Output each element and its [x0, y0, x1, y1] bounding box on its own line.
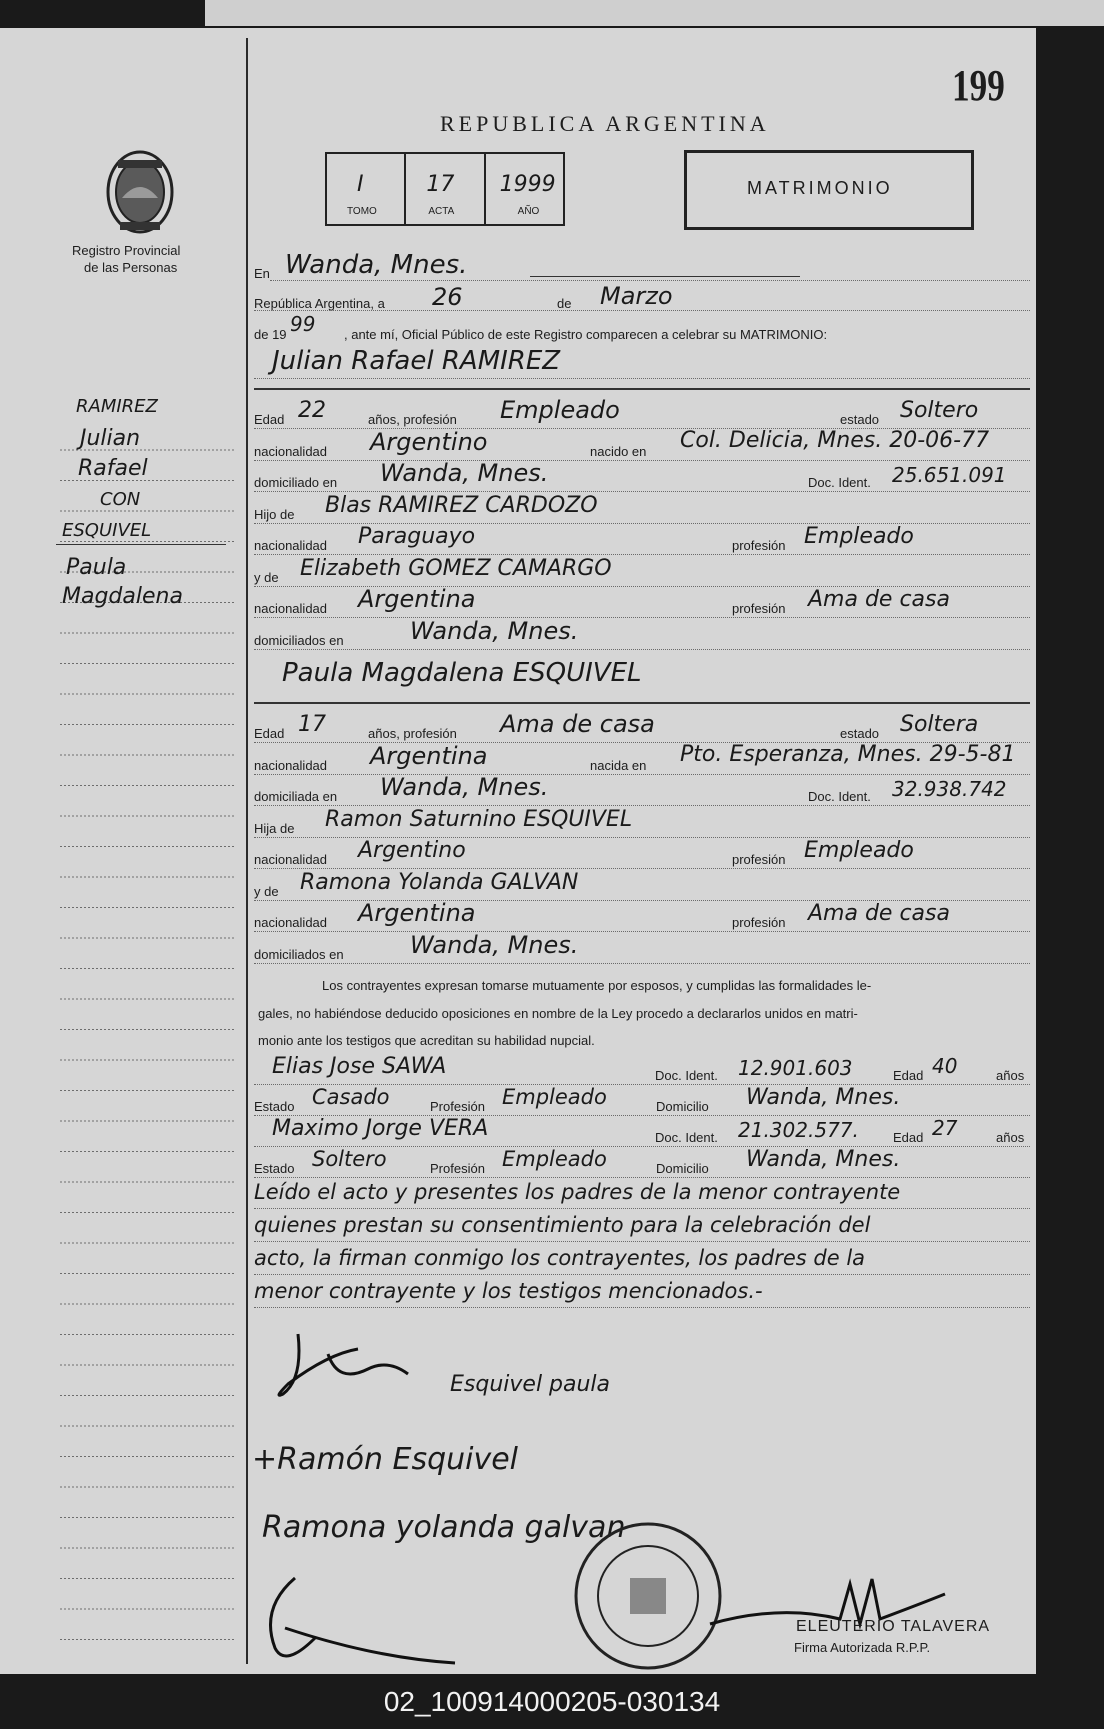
bride-madre-label: y de	[254, 883, 279, 899]
witness-prof: Empleado	[502, 1147, 607, 1171]
ano-label: AÑO	[517, 206, 540, 217]
bride-padres-dom-label: domiciliados en	[254, 946, 344, 962]
bride-madre-prof: Ama de casa	[808, 901, 950, 926]
doc-type-label: MATRIMONIO	[747, 178, 893, 198]
de-label: de	[557, 296, 572, 311]
groom-padre-nac-label: nacionalidad	[254, 538, 328, 553]
book-reference-box	[325, 152, 565, 226]
declaration-line-3: monio ante los testigos que acreditan su habilidad nupcial.	[258, 1033, 595, 1048]
bride-domicilio: Wanda, Mnes.	[380, 773, 549, 801]
margin-note-5: ESQUIVEL	[62, 520, 152, 541]
witness-edad-label: Edad	[893, 1068, 924, 1083]
bride-padre: Ramon Saturnino ESQUIVEL	[325, 806, 633, 832]
bride-nacionalidad-label: nacionalidad	[254, 757, 328, 773]
acta-value: 17	[426, 172, 455, 197]
mother-signature: Ramona yolanda galvan	[262, 1510, 626, 1545]
bride-padre-nac: Argentino	[358, 838, 466, 863]
bride-nacido: Pto. Esperanza, Mnes. 29-5-81	[680, 741, 1016, 767]
groom-madre: Elizabeth GOMEZ CAMARGO	[300, 555, 612, 581]
registry-line1: Registro Provincial	[72, 243, 181, 258]
groom-name: Julian Rafael RAMIREZ	[272, 346, 561, 376]
closing-line-1: Leído el acto y presentes los padres de la menor contrayente	[254, 1180, 901, 1204]
groom-madre-nac: Argentina	[358, 585, 476, 613]
groom-nacido: Col. Delicia, Mnes. 20-06-77	[680, 427, 990, 453]
doc-type-box	[684, 150, 974, 230]
bride-padre-nac-label: nacionalidad	[254, 852, 328, 867]
witness-doc-label: Doc. Ident.	[655, 1130, 718, 1145]
bride-padre-prof-label: profesión	[732, 852, 786, 867]
groom-nacido-label: nacido en	[590, 443, 647, 459]
bride-padres-dom: Wanda, Mnes.	[410, 930, 579, 959]
bride-profesion-label: años, profesión	[368, 726, 457, 741]
groom-madre-prof: Ama de casa	[808, 587, 950, 612]
groom-profesion: Empleado	[500, 396, 620, 424]
official-title: Firma Autorizada R.P.P.	[794, 1640, 931, 1655]
bride-padre-prof: Empleado	[804, 838, 914, 863]
closing-line-4: menor contrayente y los testigos mencionados.-	[254, 1279, 763, 1303]
bride-estado-label: estado	[840, 726, 880, 741]
margin-note-2: Julian	[80, 426, 141, 451]
official-name: ELEUTERIO TALAVERA	[796, 1618, 991, 1635]
scan-top-edge	[205, 0, 1104, 26]
country-title: REPUBLICA ARGENTINA	[440, 111, 770, 136]
bride-estado: Soltera	[900, 712, 979, 737]
en-label: En	[254, 266, 270, 281]
page-number: 199	[952, 61, 1005, 110]
document-page	[0, 28, 1036, 1674]
groom-madre-label: y de	[254, 569, 279, 585]
year-prefix: de 19	[254, 327, 287, 342]
bride-signature: Esquivel paula	[450, 1372, 611, 1397]
bride-madre: Ramona Yolanda GALVAN	[300, 869, 579, 895]
witness-estado: Soltero	[312, 1147, 387, 1171]
witness-estado-label: Estado	[254, 1161, 295, 1176]
father-signature: +Ramón Esquivel	[252, 1442, 519, 1477]
witness-name: Elias Jose SAWA	[272, 1054, 447, 1079]
day-value: 26	[432, 283, 463, 311]
en-value: Wanda, Mnes.	[285, 250, 468, 280]
republica-label: República Argentina, a	[254, 296, 385, 311]
witness-prof: Empleado	[502, 1085, 607, 1109]
closing-line-3: acto, la firman conmigo los contrayentes, los padres de la	[254, 1246, 866, 1270]
witness-edad-label: Edad	[893, 1130, 924, 1145]
scan-footer-label: 02_100914000205-030134	[383, 1686, 721, 1717]
groom-doc: 25.651.091	[892, 463, 1007, 487]
groom-doc-label: Doc. Ident.	[808, 475, 871, 490]
tomo-label: TOMO	[347, 206, 377, 217]
bride-profesion: Ama de casa	[500, 710, 655, 738]
bride-edad-label: Edad	[254, 726, 285, 741]
declaration-line-2: gales, no habiéndose deducido oposiciones en nombre de la Ley procedo a declararlos unidos en matri-	[258, 1006, 858, 1021]
bride-madre-nac: Argentina	[358, 899, 476, 927]
margin-note-3: Rafael	[78, 456, 148, 481]
groom-edad: 22	[298, 398, 326, 423]
witness-doc: 12.901.603	[738, 1056, 853, 1080]
registry-line2: de las Personas	[84, 260, 178, 275]
declaration-line-1: Los contrayentes expresan tomarse mutuamente por esposos, y cumplidas las formalidades le-	[322, 978, 872, 993]
provincial-seal-icon	[100, 146, 180, 238]
groom-padres-dom-label: domiciliados en	[254, 632, 344, 648]
witness-estado: Casado	[312, 1085, 390, 1109]
groom-padre: Blas RAMIREZ CARDOZO	[325, 492, 598, 518]
witness-anos-label: años	[996, 1068, 1025, 1083]
bride-edad: 17	[298, 712, 326, 737]
margin-note-1: RAMIREZ	[76, 396, 158, 417]
groom-nacionalidad-label: nacionalidad	[254, 443, 328, 459]
groom-domicilio-label: domiciliado en	[254, 475, 338, 490]
groom-madre-nac-label: nacionalidad	[254, 601, 328, 616]
groom-signature-icon	[268, 1324, 418, 1404]
groom-domicilio: Wanda, Mnes.	[380, 459, 549, 487]
margin-note-4: CON	[100, 489, 141, 510]
margin-divider	[246, 38, 248, 1664]
witness-edad: 27	[932, 1116, 958, 1140]
ano-value: 1999	[499, 172, 556, 197]
tomo-value: I	[357, 172, 364, 197]
bride-padre-label: Hija de	[254, 820, 295, 836]
margin-note-6: Paula	[66, 555, 127, 580]
witness-doc: 21.302.577.	[738, 1118, 859, 1142]
margin-note-7: Magdalena	[62, 584, 183, 609]
witness-dom: Wanda, Mnes.	[746, 1147, 901, 1172]
groom-padre-label: Hijo de	[254, 506, 295, 522]
bride-name: Paula Magdalena ESQUIVEL	[282, 658, 642, 688]
witness-edad: 40	[932, 1054, 958, 1078]
witness-dom: Wanda, Mnes.	[746, 1085, 901, 1110]
bride-doc-label: Doc. Ident.	[808, 789, 871, 804]
bride-doc: 32.938.742	[892, 777, 1007, 801]
groom-nacionalidad: Argentino	[370, 427, 488, 456]
witness-anos-label: años	[996, 1130, 1025, 1145]
witness-name: Maximo Jorge VERA	[272, 1116, 489, 1141]
witness-prof-label: Profesión	[430, 1161, 485, 1176]
groom-padre-prof: Empleado	[804, 524, 914, 549]
groom-edad-label: Edad	[254, 412, 285, 427]
bride-nacido-label: nacida en	[590, 757, 647, 773]
year-suffix: 99	[290, 312, 316, 336]
groom-padre-prof-label: profesión	[732, 538, 786, 553]
closing-line-2: quienes prestan su consentimiento para la celebración del	[254, 1213, 871, 1237]
groom-profesion-label: años, profesión	[368, 412, 457, 427]
witness-doc-label: Doc. Ident.	[655, 1068, 718, 1083]
witness-estado-label: Estado	[254, 1099, 295, 1114]
bride-nacionalidad: Argentina	[370, 741, 488, 770]
groom-madre-prof-label: profesión	[732, 601, 786, 616]
intro-statement: , ante mí, Oficial Público de este Registro comparecen a celebrar su MATRIMONIO:	[344, 327, 828, 342]
month-value: Marzo	[600, 282, 673, 310]
bride-domicilio-label: domiciliada en	[254, 789, 338, 804]
acta-label: ACTA	[428, 206, 455, 217]
bride-madre-prof-label: profesión	[732, 915, 786, 930]
witness-dom-label: Domicilio	[656, 1099, 709, 1114]
groom-padre-nac: Paraguayo	[358, 524, 476, 549]
bride-madre-nac-label: nacionalidad	[254, 915, 328, 930]
witness-prof-label: Profesión	[430, 1099, 485, 1114]
witness-dom-label: Domicilio	[656, 1161, 709, 1176]
groom-padres-dom: Wanda, Mnes.	[410, 616, 579, 645]
groom-estado-label: estado	[840, 412, 880, 427]
witness-signature-icon	[255, 1568, 475, 1678]
groom-estado: Soltero	[900, 398, 979, 423]
